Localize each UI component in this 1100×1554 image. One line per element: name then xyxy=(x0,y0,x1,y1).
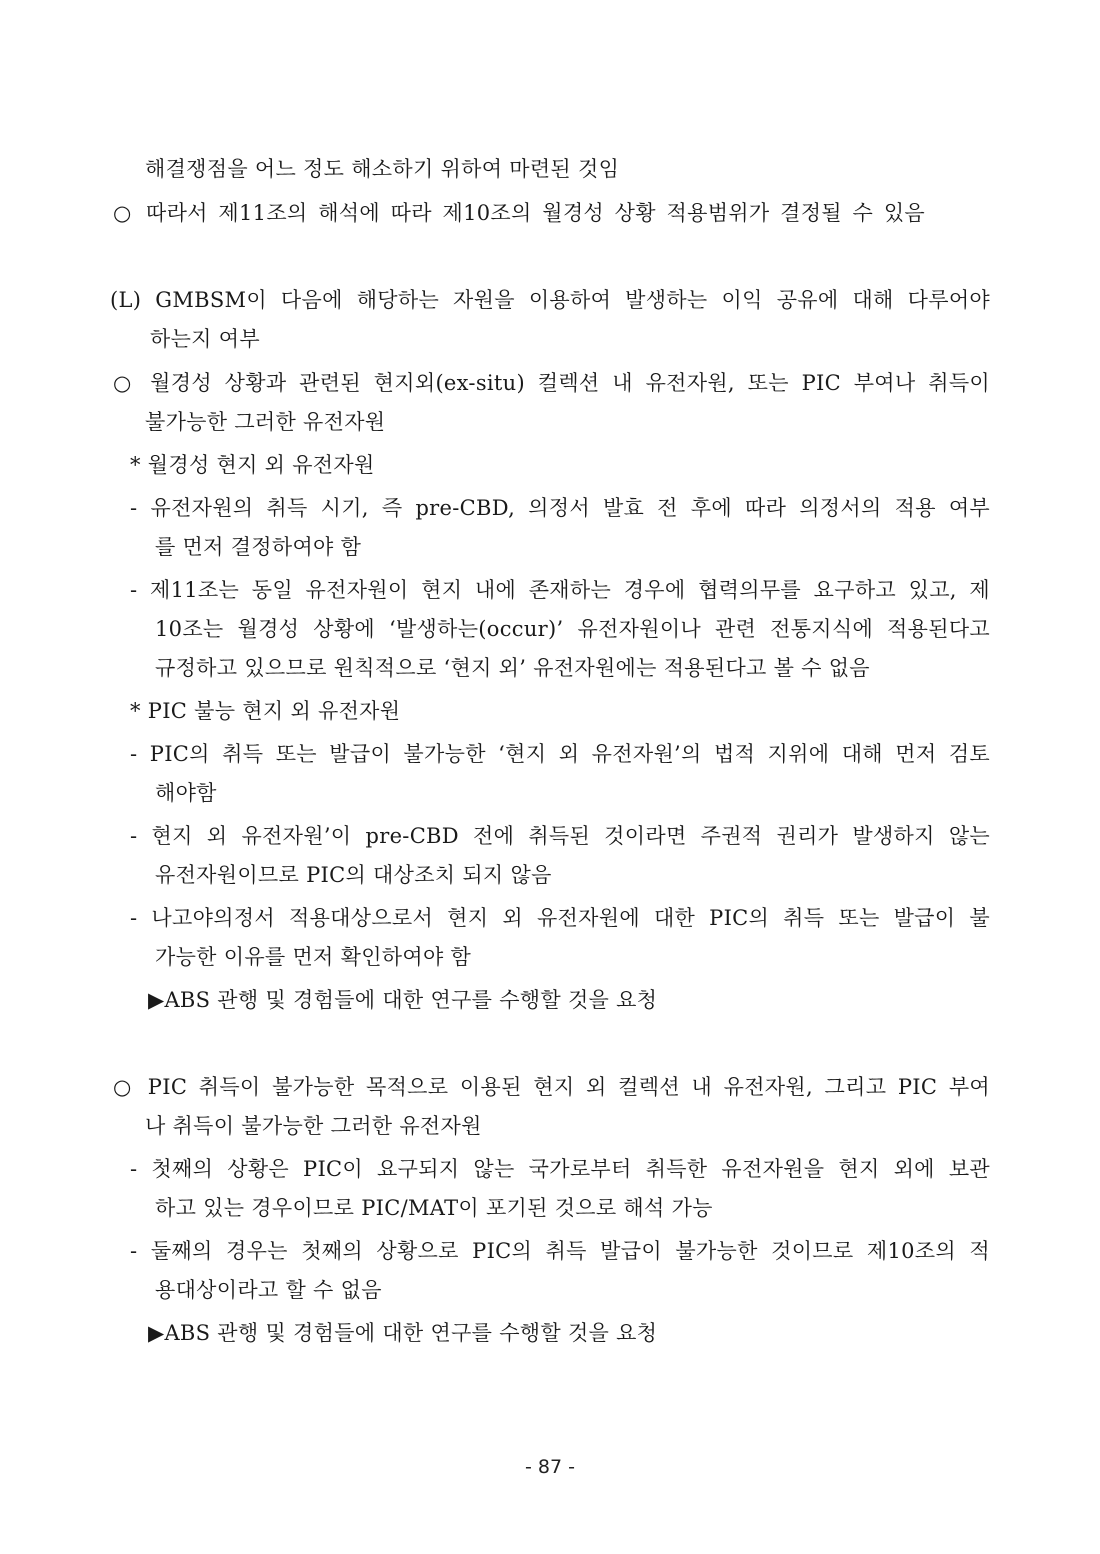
dash-continuation: 가능한 이유를 먼저 확인하여야 함 xyxy=(155,945,472,969)
dash-continuation: 규정하고 있으므로 원칙적으로 ‘현지 외’ 유전자원에는 적용된다고 볼 수 없음 xyxy=(155,656,870,680)
dash-continuation: 유전자원이므로 PIC의 대상조치 되지 않음 xyxy=(155,863,552,887)
dash-item: - 현지 외 유전자원’이 pre-CBD 전에 취득된 것이라면 주권적 권리가 발생하지 않는 xyxy=(130,824,990,848)
dash-item: - 나고야의정서 적용대상으로서 현지 외 유전자원에 대한 PIC의 취득 또는 발급이 불 xyxy=(130,906,990,930)
section-heading-continuation: 하는지 여부 xyxy=(150,327,260,351)
dash-item: - PIC의 취득 또는 발급이 불가능한 ‘현지 외 유전자원’의 법적 지위에 대해 먼저 검토 xyxy=(130,742,990,766)
dash-continuation: 해야함 xyxy=(155,781,217,805)
page-number: - 87 - xyxy=(525,1456,575,1478)
bullet-continuation: 나 취득이 불가능한 그러한 유전자원 xyxy=(145,1114,482,1138)
bullet-item: ○ 월경성 상황과 관련된 현지외(ex-situ) 컬렉션 내 유전자원, 또는 PIC 부여나 취득이 xyxy=(113,371,990,395)
dash-continuation: 10조는 월경성 상황에 ‘발생하는(occur)’ 유전자원이나 관련 전통지식에 적용된다고 xyxy=(155,617,990,641)
dash-item: - 첫째의 상황은 PIC이 요구되지 않는 국가로부터 취득한 유전자원을 현지 외에 보관 xyxy=(130,1157,990,1181)
bullet-item: ○ PIC 취득이 불가능한 목적으로 이용된 현지 외 컬렉션 내 유전자원, 그리고 PIC 부여 xyxy=(113,1075,990,1099)
dash-item: - 제11조는 동일 유전자원이 현지 내에 존재하는 경우에 협력의무를 요구하고 있고, 제 xyxy=(130,578,990,602)
sub-heading: * PIC 불능 현지 외 유전자원 xyxy=(130,699,401,723)
request-note: ▶ABS 관행 및 경험들에 대한 연구를 수행할 것을 요청 xyxy=(148,988,658,1012)
dash-item: - 둘째의 경우는 첫째의 상황으로 PIC의 취득 발급이 불가능한 것이므로 제10조의 적 xyxy=(130,1239,990,1263)
section-heading: (L) GMBSM이 다음에 해당하는 자원을 이용하여 발생하는 이익 공유에 대해 다루어야 xyxy=(110,288,990,312)
dash-continuation: 용대상이라고 할 수 없음 xyxy=(155,1278,382,1302)
request-note: ▶ABS 관행 및 경험들에 대한 연구를 수행할 것을 요청 xyxy=(148,1321,658,1345)
text-line: 해결쟁점을 어느 정도 해소하기 위하여 마련된 것임 xyxy=(145,157,620,181)
dash-continuation: 를 먼저 결정하여야 함 xyxy=(155,535,362,559)
bullet-continuation: 불가능한 그러한 유전자원 xyxy=(145,410,386,434)
dash-continuation: 하고 있는 경우이므로 PIC/MAT이 포기된 것으로 해석 가능 xyxy=(155,1196,713,1220)
sub-heading: * 월경성 현지 외 유전자원 xyxy=(130,453,375,477)
dash-item: - 유전자원의 취득 시기, 즉 pre-CBD, 의정서 발효 전 후에 따라 의정서의 적용 여부 xyxy=(130,496,990,520)
bullet-item: ○ 따라서 제11조의 해석에 따라 제10조의 월경성 상황 적용범위가 결정될 수 있음 xyxy=(113,201,925,225)
